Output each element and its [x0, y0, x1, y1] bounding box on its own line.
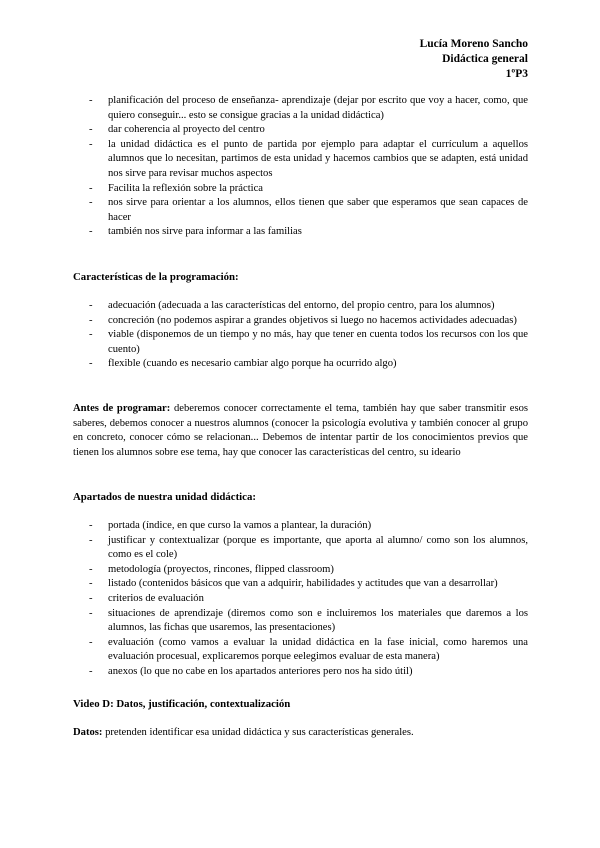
list-item: - anexos (lo que no cabe en los apartados anteriores pero nos ha sido útil) [89, 665, 413, 677]
list-item: - listado (contenidos básicos que van a adquirir, habilidades y actitudes que van a desarrollar) [89, 578, 498, 590]
list-item: - metodología (proyectos, rincones, flipped classroom) [89, 563, 334, 575]
apartados-list [89, 519, 528, 680]
list-item: - situaciones de aprendizaje (diremos como son e incluiremos los materiales que daremos a los alumnos, las fichas que usaremos, las presentaciones) [89, 607, 528, 634]
list-item: - también nos sirve para informar a las familias [89, 226, 302, 238]
list-item: - concreción (no podemos aspirar a grandes objetivos si luego no hacemos actividades adecuadas) [89, 314, 517, 326]
antes-label: Antes de programar: [73, 403, 171, 414]
list-item: - evaluación (como vamos a evaluar la unidad didáctica en la fase inicial, como haremos una evaluación procesual, explicaremos porque eelegimos evaluar de esta manera) [89, 636, 528, 663]
list-item: - adecuación (adecuada a las características del entorno, del propio centro, para los alumnos) [89, 300, 495, 311]
list-item: - la unidad didáctica es el punto de partida por ejemplo para adaptar el currículum a aquellos alumnos que lo necesitan, partimos de esta unidad y hacemos cambios que se adapten, está unidad nos sirve para revisar muchos aspectos [89, 138, 528, 179]
list-item: - viable (disponemos de un tiempo y no más, hay que tener en cuenta todos los recursos con los que cuento) [89, 329, 528, 355]
intro-list [89, 94, 528, 240]
list-item: - planificación del proceso de enseñanza- aprendizaje (dejar por escrito que voy a hacer, como, que quiero conseguir... esto se consigue gracias a la unidad didáctica) [89, 95, 528, 121]
antes-paragraph: Antes de programar: deberemos conocer correctamente el tema, también hay que saber transmitir esos saberes, debemos conocer a nuestros alumnos (conocer la psicología evolutiva y también conocer al grupo en concreto, conocer cómo se relacionan... Debemos de intentar partir de los conocimientos previos que tienen los alumnos sobre ese tema, hay que conocer las características del centro, su ideario [73, 403, 528, 458]
caracteristicas-list [89, 299, 528, 372]
group-name: 1ºP3 [505, 68, 528, 80]
caracteristicas-heading: Características de la programación: [73, 271, 239, 283]
author-name: Lucía Moreno Sancho [419, 38, 528, 50]
list-item: - Facilita la reflexión sobre la práctica [89, 182, 264, 194]
datos-label: Datos: [73, 727, 103, 738]
list-item: - justificar y contextualizar (porque es importante, que aporta al alumno/ como son los alumnos, como es el cole) [89, 534, 528, 561]
apartados-heading: Apartados de nuestra unidad didáctica: [73, 491, 256, 503]
datos-paragraph: Datos: pretenden identificar esa unidad didáctica y sus características generales. [73, 727, 414, 738]
subject-name: Didáctica general [442, 53, 528, 65]
list-item: - nos sirve para orientar a los alumnos, ellos tienen que saber que esperamos que sean capaces de hacer [89, 197, 528, 223]
list-item: - criterios de evaluación [89, 592, 204, 604]
document-header [420, 37, 528, 82]
list-item: - flexible (cuando es necesario cambiar algo porque ha ocurrido algo) [89, 358, 397, 370]
list-item: - dar coherencia al proyecto del centro [89, 124, 265, 136]
list-item: - portada (índice, en que curso la vamos a plantear, la duración) [89, 520, 372, 531]
video-heading: Video D: Datos, justificación, contextualización [73, 698, 291, 710]
